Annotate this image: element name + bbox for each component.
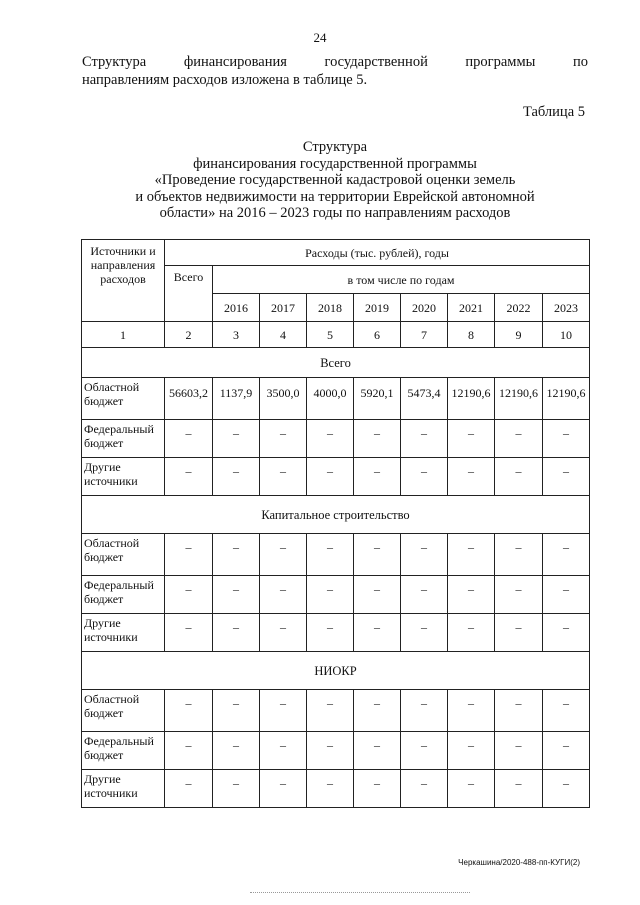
column-number: 6	[354, 322, 401, 348]
column-number: 4	[260, 322, 307, 348]
value-cell: –	[354, 732, 401, 770]
value-cell: –	[543, 770, 590, 808]
value-cell: –	[495, 458, 543, 496]
page-number: 24	[313, 30, 327, 45]
row-source: Федеральный бюджет	[82, 420, 165, 458]
value-cell: –	[448, 614, 495, 652]
value-cell: –	[401, 614, 448, 652]
value-cell: –	[448, 534, 495, 576]
section-header-row	[82, 652, 590, 690]
value-cell: –	[354, 690, 401, 732]
value-cell: –	[213, 732, 260, 770]
table-row	[82, 420, 590, 458]
value-cell: –	[213, 420, 260, 458]
value-cell: –	[260, 770, 307, 808]
value-cell: –	[213, 458, 260, 496]
value-cell: –	[165, 458, 213, 496]
row-source: Другие источники	[82, 458, 165, 496]
column-number: 10	[543, 322, 590, 348]
value-cell: 5920,1	[354, 378, 401, 420]
value-cell: –	[495, 732, 543, 770]
header-source: Источники и направления расходов	[82, 240, 165, 322]
column-number: 8	[448, 322, 495, 348]
table-row	[82, 534, 590, 576]
header-year: 2016	[213, 294, 260, 322]
financing-table	[81, 239, 590, 808]
column-number: 5	[307, 322, 354, 348]
table-label: Таблица 5	[522, 104, 585, 120]
value-cell: –	[260, 534, 307, 576]
value-cell: –	[307, 420, 354, 458]
value-cell: 1137,9	[213, 378, 260, 420]
value-cell: –	[495, 614, 543, 652]
value-cell: –	[543, 458, 590, 496]
column-number: 3	[213, 322, 260, 348]
value-cell: –	[213, 614, 260, 652]
title-line: Структура	[302, 139, 368, 155]
value-cell: –	[495, 770, 543, 808]
value-cell: 3500,0	[260, 378, 307, 420]
value-cell: –	[260, 576, 307, 614]
table-row	[82, 614, 590, 652]
column-number: 2	[165, 322, 213, 348]
value-cell: –	[307, 732, 354, 770]
intro-line-1: Структура финансирования государственной программы по	[82, 54, 588, 70]
column-number: 7	[401, 322, 448, 348]
value-cell: –	[165, 690, 213, 732]
value-cell: –	[543, 534, 590, 576]
row-source: Федеральный бюджет	[82, 732, 165, 770]
column-number: 9	[495, 322, 543, 348]
row-source: Областной бюджет	[82, 378, 165, 420]
value-cell: –	[354, 534, 401, 576]
header-year: 2021	[448, 294, 495, 322]
value-cell: –	[307, 770, 354, 808]
value-cell: –	[165, 770, 213, 808]
row-source: Областной бюджет	[82, 690, 165, 732]
table-row	[82, 770, 590, 808]
header-year: 2022	[495, 294, 543, 322]
value-cell: –	[307, 576, 354, 614]
bottom-divider	[250, 892, 470, 893]
value-cell: –	[354, 420, 401, 458]
value-cell: –	[401, 690, 448, 732]
table-row	[82, 690, 590, 732]
value-cell: –	[354, 458, 401, 496]
value-cell: –	[401, 458, 448, 496]
table-title	[82, 139, 588, 222]
value-cell: –	[213, 690, 260, 732]
value-cell: –	[495, 420, 543, 458]
value-cell: –	[495, 690, 543, 732]
value-cell: –	[307, 690, 354, 732]
value-cell: 5473,4	[401, 378, 448, 420]
value-cell: –	[448, 420, 495, 458]
table-row	[82, 732, 590, 770]
value-cell: –	[495, 534, 543, 576]
header-expenses: Расходы (тыс. рублей), годы	[165, 240, 590, 266]
value-cell: 12190,6	[448, 378, 495, 420]
value-cell: –	[448, 690, 495, 732]
footer-stamp: Черкашина/2020-488-пп-КУГИ(2)	[458, 858, 580, 867]
value-cell: –	[260, 420, 307, 458]
header-year: 2017	[260, 294, 307, 322]
section-title: Всего	[82, 348, 590, 378]
table-row	[82, 458, 590, 496]
title-line: области» на 2016 – 2023 годы по направлениям расходов	[159, 205, 511, 221]
table-row	[82, 576, 590, 614]
value-cell: –	[448, 732, 495, 770]
value-cell: –	[165, 732, 213, 770]
value-cell: 12190,6	[495, 378, 543, 420]
row-source: Другие источники	[82, 614, 165, 652]
value-cell: –	[260, 614, 307, 652]
value-cell: 12190,6	[543, 378, 590, 420]
value-cell: –	[401, 770, 448, 808]
value-cell: –	[401, 420, 448, 458]
value-cell: –	[213, 534, 260, 576]
section-title: Капитальное строительство	[82, 496, 590, 534]
column-number: 1	[82, 322, 165, 348]
header-by-years: в том числе по годам	[213, 266, 590, 294]
value-cell: –	[165, 420, 213, 458]
title-line: финансирования государственной программы	[193, 155, 477, 172]
value-cell: –	[354, 770, 401, 808]
value-cell: –	[213, 576, 260, 614]
value-cell: –	[354, 614, 401, 652]
value-cell: –	[543, 690, 590, 732]
value-cell: –	[213, 770, 260, 808]
value-cell: –	[401, 576, 448, 614]
value-cell: –	[448, 770, 495, 808]
header-year: 2020	[401, 294, 448, 322]
value-cell: –	[401, 732, 448, 770]
section-header-row	[82, 348, 590, 378]
value-cell: –	[260, 690, 307, 732]
section-header-row	[82, 496, 590, 534]
value-cell: –	[354, 576, 401, 614]
header-total: Всего	[165, 266, 213, 322]
table-row	[82, 378, 590, 420]
value-cell: –	[448, 458, 495, 496]
row-source: Федеральный бюджет	[82, 576, 165, 614]
section-title: НИОКР	[82, 652, 590, 690]
value-cell: –	[307, 534, 354, 576]
header-year: 2019	[354, 294, 401, 322]
value-cell: –	[543, 614, 590, 652]
value-cell: –	[401, 534, 448, 576]
header-year: 2018	[307, 294, 354, 322]
value-cell: –	[448, 576, 495, 614]
value-cell: –	[165, 576, 213, 614]
value-cell: –	[165, 614, 213, 652]
value-cell: –	[165, 534, 213, 576]
row-source: Другие источники	[82, 770, 165, 808]
value-cell: –	[543, 576, 590, 614]
intro-line-2: направлениям расходов изложена в таблице 5.	[82, 72, 368, 88]
value-cell: 56603,2	[165, 378, 213, 420]
title-line: и объектов недвижимости на территории Еврейской автономной	[135, 188, 535, 205]
title-line: «Проведение государственной кадастровой оценки земель	[154, 172, 516, 188]
value-cell: –	[307, 458, 354, 496]
value-cell: –	[543, 732, 590, 770]
value-cell: –	[260, 732, 307, 770]
value-cell: –	[307, 614, 354, 652]
row-source: Областной бюджет	[82, 534, 165, 576]
value-cell: –	[260, 458, 307, 496]
value-cell: 4000,0	[307, 378, 354, 420]
value-cell: –	[543, 420, 590, 458]
intro-paragraph	[82, 53, 588, 89]
value-cell: –	[495, 576, 543, 614]
header-year: 2023	[543, 294, 590, 322]
